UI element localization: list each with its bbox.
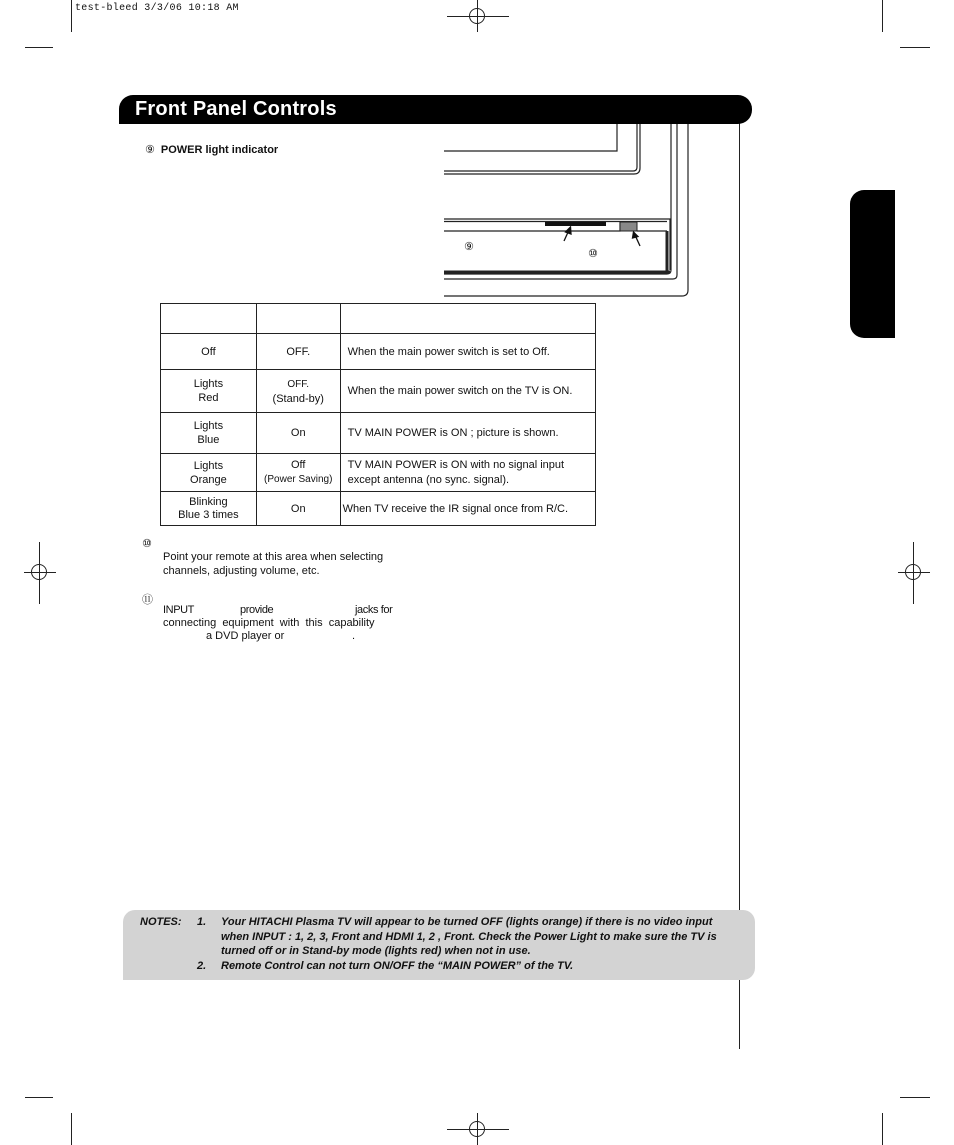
item-number-9: ⑨: [145, 143, 155, 156]
item-number-10: ⑩: [142, 537, 152, 550]
light-state-cell: Lights Blue: [161, 413, 257, 454]
power-status-cell: OFF.: [256, 334, 340, 370]
power-indicator-heading: [145, 143, 278, 156]
drawing-label-9: ⑨: [464, 240, 474, 253]
title-bar: [119, 95, 752, 124]
power-status-cell: On: [256, 492, 340, 526]
light-state-cell: Blinking Blue 3 times: [161, 492, 257, 526]
input-jacks-line-3-end: .: [352, 630, 356, 642]
item-number-11: ⑪: [142, 593, 153, 606]
description-cell: TV MAIN POWER is ON with no signal input except antenna (no sync. signal).: [340, 454, 595, 492]
power-status-cell: OFF. (Stand-by): [256, 370, 340, 413]
light-state-cell: Lights Red: [161, 370, 257, 413]
table-header-cell: [256, 304, 340, 334]
provide-word: provide: [240, 604, 274, 616]
notes-label: NOTES:: [140, 916, 182, 928]
input-jacks-text: [163, 604, 403, 646]
table-header-cell: [161, 304, 257, 334]
table-row: [161, 454, 596, 492]
jacks-for-text: jacks for: [355, 604, 393, 616]
table-row: [161, 334, 596, 370]
remote-sensor-text: [163, 551, 383, 578]
note-number: 2.: [197, 960, 207, 972]
description-cell: TV MAIN POWER is ON ; picture is shown.: [340, 413, 595, 454]
note-2-text: Remote Control can not turn ON/OFF the “MAIN POWER” of the TV.: [221, 960, 574, 972]
table-header-row: [161, 304, 596, 334]
table-header-cell: [340, 304, 595, 334]
power-status-cell: Off (Power Saving): [256, 454, 340, 492]
input-jacks-line-2: connecting equipment with this capability: [163, 617, 375, 629]
light-state-cell: Off: [161, 334, 257, 370]
page-title: Front Panel Controls: [135, 98, 337, 120]
light-state-cell: Lights Orange: [161, 454, 257, 492]
description-cell: When the main power switch on the TV is ON.: [340, 370, 595, 413]
section-tab: [850, 190, 895, 338]
input-word: INPUT: [163, 604, 195, 616]
input-jacks-line-3: a DVD player or: [206, 630, 285, 642]
print-header: test-bleed 3/3/06 10:18 AM: [75, 3, 239, 14]
description-cell: When the main power switch is set to Off.: [340, 334, 595, 370]
drawing-label-10: ⑩: [588, 247, 598, 260]
remote-sensor-line: Point your remote at this area when selecting: [163, 551, 384, 563]
note-1-text: Your HITACHI Plasma TV will appear to be turned OFF (lights orange) if there is no video input when INPUT : 1, 2, 3, Front and HDMI 1, 2 , Front. Check the Power Light to make sure the TV is turned off or in Stand-by mode (lights red) when not in use.: [221, 916, 717, 957]
remote-sensor-line: channels, adjusting volume, etc.: [163, 564, 320, 577]
table-row: [161, 492, 596, 526]
power-status-cell: On: [256, 413, 340, 454]
description-cell: When TV receive the IR signal once from R/C.: [340, 492, 595, 526]
power-light-table: [160, 303, 596, 526]
note-number: 1.: [197, 916, 207, 928]
power-indicator-label: POWER light indicator: [160, 144, 279, 156]
table-row: [161, 370, 596, 413]
table-row: [161, 413, 596, 454]
tv-front-panel-illustration: [444, 124, 694, 300]
